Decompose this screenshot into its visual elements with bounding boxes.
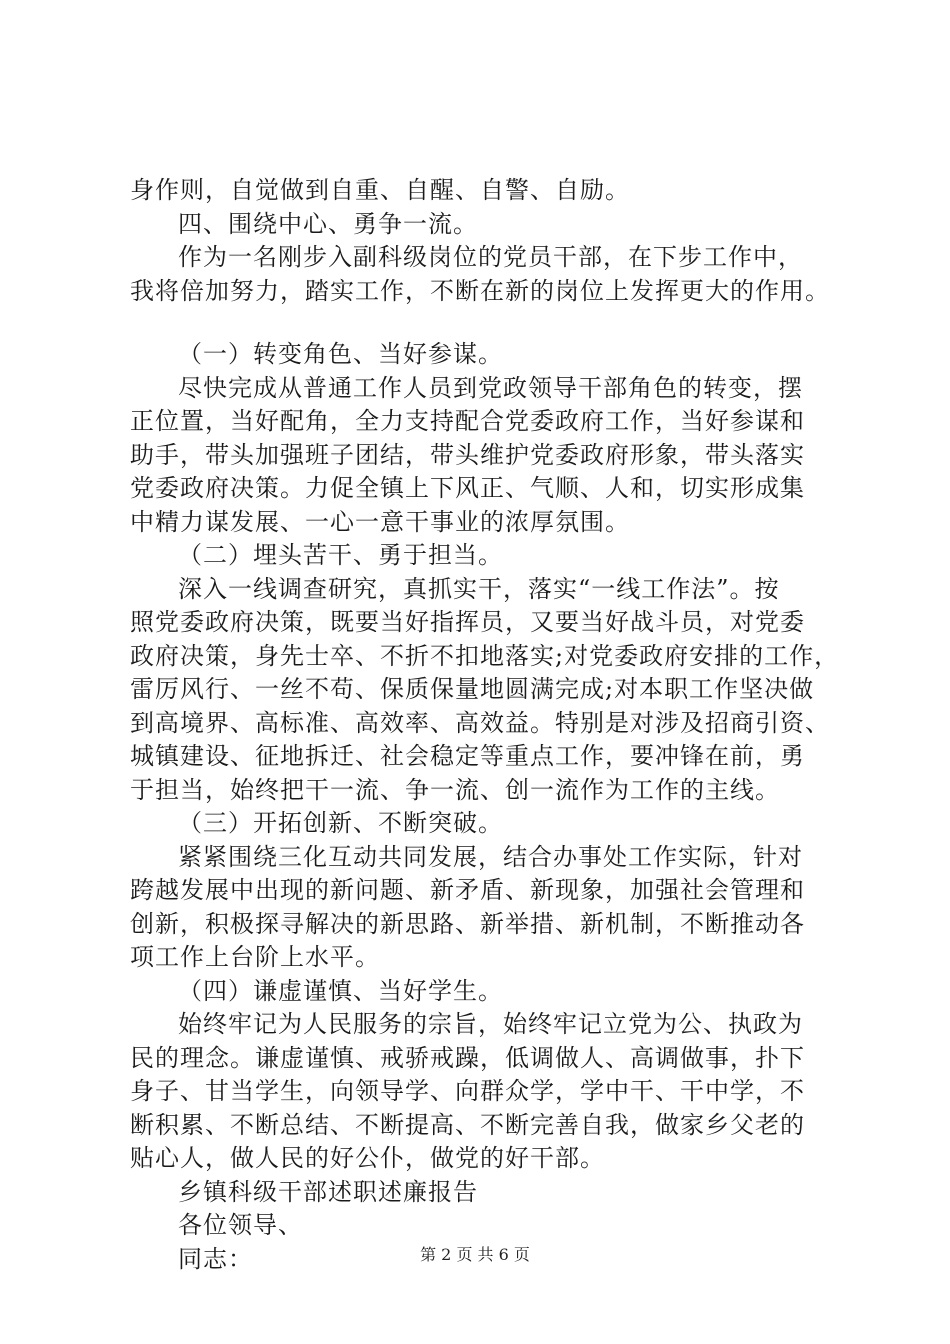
text-line: 紧紧围绕三化互动共同发展，结合办事处工作实际，针对 (178, 842, 803, 871)
subsection-heading: （二）埋头苦干、勇于担当。 (178, 541, 503, 569)
text-line: 雷厉风行、一丝不苟、保质保量地圆满完成;对本职工作坚决做 (130, 675, 815, 703)
text-line: 身作则，自觉做到自重、自醒、自警、自励。 (130, 176, 630, 204)
text-line: 党委政府决策。力促全镇上下风正、气顺、人和，切实形成集 (130, 474, 805, 502)
text-line: 断积累、不断总结、不断提高、不断完善自我，做家乡父老的 (130, 1110, 805, 1139)
text-line: 到高境界、高标准、高效率、高效益。特别是对涉及招商引资、 (130, 708, 830, 737)
paragraph-gap (130, 308, 850, 338)
text-line: 民的理念。谦虚谨慎、戒骄戒躁，低调做人、高调做事，扑下 (130, 1043, 805, 1072)
text-line: 身子、甘当学生，向领导学、向群众学，学中干、干中学，不 (130, 1077, 805, 1105)
text-line: 照党委政府决策，既要当好指挥员，又要当好战斗员，对党委 (130, 608, 805, 636)
text-line: 贴心人，做人民的好公仆，做党的好干部。 (130, 1144, 605, 1172)
text-line: 助手，带头加强班子团结，带头维护党委政府形象，带头落实 (130, 440, 805, 469)
subsection-heading: （三）开拓创新、不断突破。 (178, 809, 503, 837)
text-line: 我将倍加努力，踏实工作，不断在新的岗位上发挥更大的作用。 (130, 276, 830, 305)
text-line: 始终牢记为人民服务的宗旨，始终牢记立党为公、执政为 (178, 1010, 803, 1038)
salutation-line: 同志： (178, 1244, 253, 1273)
text-line: 正位置，当好配角，全力支持配合党委政府工作，当好参谋和 (130, 407, 805, 435)
subsection-heading: （四）谦虚谨慎、当好学生。 (178, 976, 503, 1005)
text-line: 深入一线调查研究，真抓实干，落实“一线工作法”。按 (178, 574, 780, 603)
text-line: 中精力谋发展、一心一意干事业的浓厚氛围。 (130, 507, 630, 536)
section-heading: 四、围绕中心、勇争一流。 (178, 209, 478, 238)
text-line: 项工作上台阶上水平。 (130, 943, 380, 971)
report-title: 乡镇科级干部述职述廉报告 (178, 1177, 478, 1206)
text-line: 政府决策，身先士卒、不折不扣地落实;对党委政府安排的工作， (130, 641, 840, 670)
page-number-footer: 第 2 页 共 6 页 (420, 1245, 530, 1264)
text-line: 作为一名刚步入副科级岗位的党员干部，在下步工作中， (178, 243, 803, 271)
salutation-line: 各位领导、 (178, 1211, 303, 1239)
text-line: 于担当，始终把干一流、争一流、创一流作为工作的主线。 (130, 775, 780, 804)
text-line: 尽快完成从普通工作人员到党政领导干部角色的转变，摆 (178, 373, 803, 402)
document-body (130, 174, 850, 1276)
subsection-heading: （一）转变角色、当好参谋。 (178, 340, 503, 368)
text-line: 跨越发展中出现的新问题、新矛盾、新现象，加强社会管理和 (130, 876, 805, 904)
text-line: 创新，积极探寻解决的新思路、新举措、新机制，不断推动各 (130, 909, 805, 938)
text-line: 城镇建设、征地拆迁、社会稳定等重点工作，要冲锋在前，勇 (130, 742, 805, 770)
